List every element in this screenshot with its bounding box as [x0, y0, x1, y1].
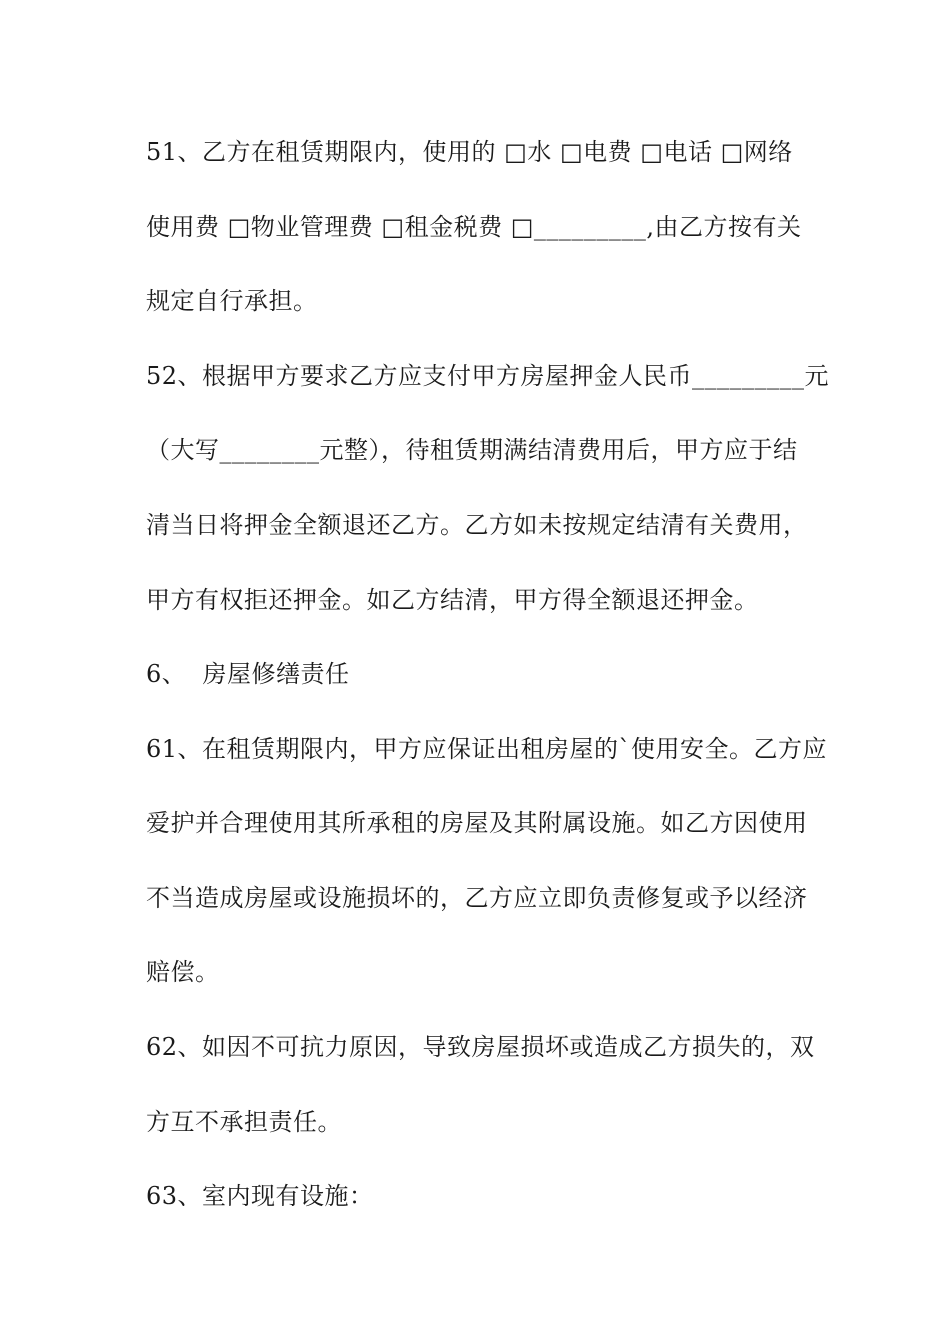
text-line: 甲方有权拒还押金。如乙方结清，甲方得全额退还押金。: [146, 586, 759, 614]
text-line: 52、根据甲方要求乙方应支付甲方房屋押金人民币_________元: [146, 362, 830, 390]
text-line: 爱护并合理使用其所承租的房屋及其附属设施。如乙方因使用: [146, 809, 808, 837]
text-line: 赔偿。: [146, 958, 220, 986]
text-line: 62、如因不可抗力原因，导致房屋损坏或造成乙方损失的，双: [146, 1033, 815, 1061]
text-line: 63、室内现有设施：: [146, 1182, 374, 1210]
text-line: 清当日将押金全额退还乙方。乙方如未按规定结清有关费用，: [146, 511, 808, 539]
text-line: 方互不承担责任。: [146, 1108, 342, 1136]
text-line: 51、乙方在租赁期限内，使用的 □水 □电费 □电话 □网络: [146, 138, 793, 166]
section-heading: 6、 房屋修缮责任: [146, 660, 350, 688]
text-line: （大写________元整），待租赁期满结清费用后，甲方应于结: [146, 436, 798, 464]
text-line: 使用费 □物业管理费 □租金税费 □_________,由乙方按有关: [146, 213, 802, 241]
text-line: 不当造成房屋或设施损坏的，乙方应立即负责修复或予以经济: [146, 884, 808, 912]
text-line: 规定自行承担。: [146, 287, 318, 315]
text-line: 61、在租赁期限内，甲方应保证出租房屋的`使用安全。乙方应: [146, 735, 828, 763]
